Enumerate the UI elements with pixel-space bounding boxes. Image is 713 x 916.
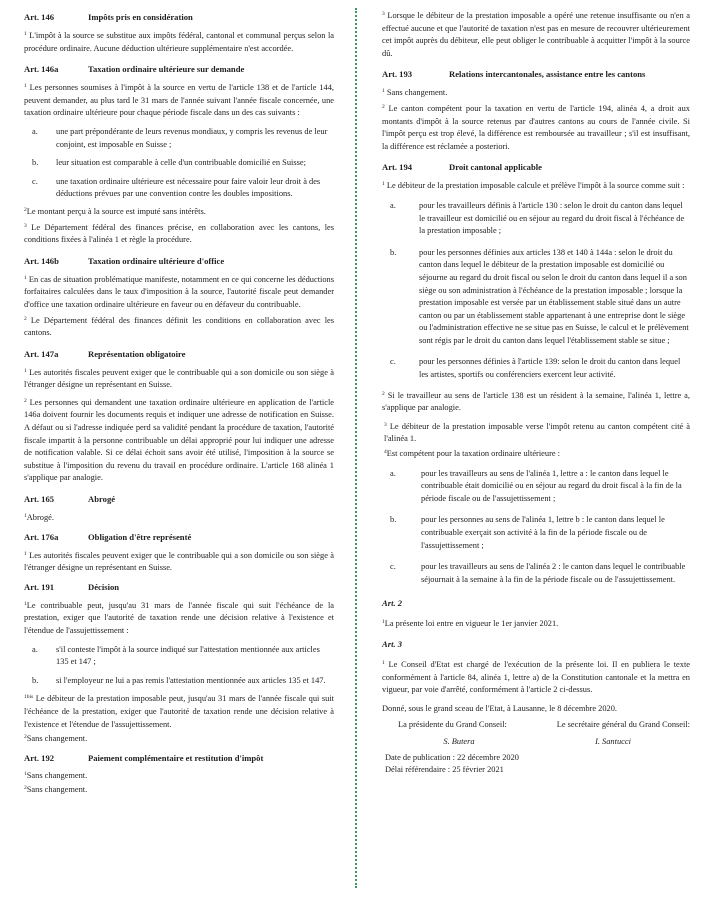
article-title: Paiement complémentaire et restitution d'impôt <box>88 752 264 763</box>
paragraph <box>24 397 334 485</box>
article-number: Art. 192 <box>24 752 55 763</box>
paragraph <box>382 659 690 697</box>
list-item-text: une part prépondérante de leurs revenus mondiaux, y compris les revenus de leur conjoint, est imposable en Suisse ; <box>56 126 328 149</box>
paragraph <box>24 512 334 525</box>
list-item-text: pour les personnes définies aux articles 138 et 140 à 144a : selon le droit du canton dans lequel le débiteur de la prestation imposable est domicilié ou séjourne au regard du droit fiscal ou selon le droit du canton dans lequel il a son siège ou son administration à l'échéance de la prestation imposable ; lorsque la prestation imposable est versée par un établissement stable situé dans un autre canton ou par un établissement stable appartenant à une entreprise dont le siège ou l'administration effective ne se situe pas en Suisse, le calcul et le prélèvement sont régis par le droit du canton dans lequel l'établissement stable se situe ; <box>419 247 689 345</box>
article-heading <box>24 12 334 22</box>
paragraph-number: 2 <box>24 785 27 792</box>
paragraph-text: Le canton compétent pour la taxation en vertu de l'article 194, alinéa 4, a droit aux montants d'impôt à la source retenus par d'autres cantons au cours de l'année civile. Si l'impôt perçu est trop élevé, la différence est remboursée au travailleur ; s'il est insuffisant, la différence est réclamée a posteriori. <box>382 103 690 151</box>
column-divider <box>355 8 357 888</box>
paragraph <box>24 550 334 575</box>
paragraph-number: 1bis <box>24 694 34 701</box>
paragraph-text: Les personnes soumises à l'impôt à la source en vertu de l'article 138 et de l'article 144, peuvent demander, au plus tard le 31 mars de l'année suivant l'année fiscale concernée, une taxation ordinaire ultérieure pour chaque période fiscale dans un des cas suivants : <box>24 83 334 118</box>
article-title: Obligation d'être représenté <box>88 531 192 542</box>
paragraph-text: La présente loi entre en vigueur le 1er janvier 2021. <box>384 619 559 629</box>
list-item-text: une taxation ordinaire ultérieure est nécessaire pour faire valoir leur droit à des déductions prévues par une convention contre les doubles impositions. <box>56 176 321 199</box>
article-title: Relations intercantonales, assistance entre les cantons <box>449 69 646 80</box>
article-heading <box>24 582 334 592</box>
paragraph <box>24 206 334 219</box>
list-item-label: c. <box>32 176 38 186</box>
paragraph-text: Les personnes qui demandent une taxation ordinaire ultérieure en application de l'article 146a doivent fournir les documents requis et indiquer une adresse de notification en Suisse. A défaut ou si l'adresse indiquée perd sa validité pendant la procédure de taxation, l'autorité fiscale impartit à la personne contribuable un délai approprié pour lui indiquer une adresse de notification valable. Si ce délai échoit sans avoir été utilisé, l'imposition à la source se substitue à l'imposition du revenu du travail en procédure ordinaire. L'article 168 alinéa 1 s'applique par analogie. <box>24 397 334 483</box>
paragraph <box>24 274 334 312</box>
list-item <box>382 247 690 348</box>
signature-names <box>382 736 690 749</box>
paragraph <box>382 390 690 415</box>
list-item <box>24 675 334 688</box>
signature-name-president: S. Butera <box>443 736 475 746</box>
list-item-label: a. <box>32 126 38 136</box>
article-heading <box>382 162 690 172</box>
list-item-label: b. <box>390 247 397 257</box>
article-title: Impôts pris en considération <box>88 12 193 22</box>
paragraph <box>382 10 690 60</box>
article-heading <box>24 532 334 542</box>
paragraph <box>382 421 690 446</box>
paragraph-number: 1 <box>24 600 27 607</box>
article-number: Art. 146 <box>24 12 55 22</box>
article-number: Art. 146a <box>24 64 59 75</box>
enumeration-list <box>24 644 334 688</box>
enumeration-list <box>382 468 690 587</box>
paragraph-number: 2 <box>24 734 27 741</box>
paragraph-text: Les autorités fiscales peuvent exiger que le contribuable qui a son domicile ou son siège à l'étranger désigne un représentant en Suisse. <box>24 550 334 573</box>
paragraph <box>382 618 690 631</box>
list-item-text: si l'employeur ne lui a pas remis l'attestation mentionnée aux articles 135 et 147. <box>56 675 326 685</box>
referendum-deadline: Délai référendaire : 25 février 2021 <box>385 764 504 774</box>
list-item-text: pour les personnes définies à l'article 139: selon le droit du canton dans lequel les artistes, sportifs ou conférenciers exercent leur activité. <box>419 357 681 380</box>
list-item-label: b. <box>32 158 39 168</box>
left-column <box>24 0 334 797</box>
paragraph-text: En cas de situation problématique manifeste, notamment en ce qui concerne les déductions forfaitaires calculées dans le taux d'imposition à la source, l'autorité fiscale peut demander d'office une taxation ordinaire ultérieure en faveur ou en défaveur du contribuable. <box>24 274 334 309</box>
enumeration-list <box>24 126 334 201</box>
list-item-label: a. <box>390 200 396 210</box>
paragraph <box>24 770 334 783</box>
paragraph-number: 1 <box>24 513 27 520</box>
list-item <box>24 126 334 151</box>
article-title: Décision <box>88 581 120 592</box>
list-item <box>24 157 334 170</box>
given-statement: Donné, sous le grand sceau de l'Etat, à Lausanne, le 8 décembre 2020. <box>382 703 617 713</box>
paragraph-text: Le Département fédéral des finances définit les conditions en collaboration avec les cantons. <box>24 315 334 338</box>
list-item-text: pour les travailleurs au sens de l'alinéa 2 : le canton dans lequel le contribuable séjournait à la semaine à la fin de la période fiscale ou de l'assujettissement. <box>421 562 686 584</box>
paragraph-number: 2 <box>24 315 27 322</box>
article-title: Taxation ordinaire ultérieure sur demande <box>88 64 245 75</box>
paragraph <box>382 103 690 153</box>
paragraph-number: 2 <box>382 390 385 397</box>
article-number: Art. 193 <box>382 69 413 80</box>
paragraph <box>24 693 334 731</box>
paragraph-text: Le montant perçu à la source est imputé sans intérêts. <box>26 206 206 216</box>
paragraph-text: Sans changement. <box>26 770 88 780</box>
paragraph-number: 1 <box>382 88 385 95</box>
article-number: Art. 146b <box>24 255 59 266</box>
paragraph-text: Lorsque le débiteur de la prestation imposable a opéré une retenue insuffisante ou n'en a effectué aucune et que l'autorité de taxation n'est pas en mesure de recouvrer ultérieurement cet impôt auprès du débiteur, elle peut obliger le contribuable à acquitter l'impôt à la source dû. <box>382 11 691 58</box>
paragraph-number: 1 <box>382 181 385 188</box>
list-item <box>382 468 690 506</box>
right-column <box>382 0 690 776</box>
paragraph-number: 1 <box>382 619 385 626</box>
paragraph-number: 1 <box>24 367 27 374</box>
paragraph-number: 1 <box>24 31 27 37</box>
article-title: Abrogé <box>88 494 116 505</box>
enumeration-list <box>382 200 690 382</box>
paragraph-text: Si le travailleur au sens de l'article 138 est un résident à la semaine, l'alinéa 1, lettre a, s'applique par analogie. <box>382 390 690 413</box>
list-item <box>24 176 334 201</box>
paragraph-number: 4 <box>384 449 387 456</box>
signature-role-president: La présidente du Grand Conseil: <box>398 720 507 730</box>
signature-name-secretary: I. Santucci <box>595 736 631 746</box>
paragraph-number: 2 <box>382 103 385 110</box>
paragraph <box>24 784 334 797</box>
article-heading <box>382 69 690 79</box>
paragraph-text: Le débiteur de la prestation imposable calcule et prélève l'impôt à la source comme suit : <box>386 181 685 191</box>
list-item-label: c. <box>390 562 396 572</box>
article-number: Art. 191 <box>24 581 55 592</box>
article-number: Art. 147a <box>24 348 59 359</box>
signature-role-secretary: Le secrétaire général du Grand Conseil: <box>556 720 690 730</box>
list-item <box>382 514 690 552</box>
list-item <box>382 561 690 586</box>
article-title: Taxation ordinaire ultérieure d'office <box>88 255 225 266</box>
paragraph-text: Sans changement. <box>386 88 448 98</box>
paragraph-number: 1 <box>24 770 27 777</box>
paragraph <box>24 222 334 247</box>
article-heading <box>24 494 334 504</box>
list-item-label: a. <box>390 468 396 478</box>
paragraph-text: Abrogé. <box>26 513 54 523</box>
list-item-text: pour les personnes au sens de l'alinéa 1, lettre b : le canton dans lequel le contribuable exerçait son activité à la fin de la période fiscale ou de l'assujettissement ; <box>421 515 665 550</box>
article-number: Art. 2 <box>382 598 403 609</box>
list-item-text: pour les travailleurs définis à l'article 130 : selon le droit du canton dans lequel le travailleur est domicilié ou en séjour au regard du droit fiscal à l'échéance de la prestation imposable ; <box>419 200 685 236</box>
list-item <box>24 644 334 669</box>
paragraph-number: 3 <box>382 11 385 17</box>
paragraph-text: Le Conseil d'Etat est chargé de l'exécution de la présente loi. Il en publiera le texte conformément à l'article 84, alinéa 1, lettre a) de la Constitution cantonale et la mettra en vigueur, par voie d'arrêté, conformément à l'article 2 ci-dessus. <box>382 659 691 695</box>
paragraph-text: L'impôt à la source se substitue aux impôts fédéral, cantonal et communal perçus selon la procédure ordinaire. Aucune déduction ultérieure supplémentaire n'est accordée. <box>24 31 335 53</box>
article-number: Art. 165 <box>24 494 55 505</box>
list-item-label: c. <box>390 357 396 367</box>
paragraph <box>24 30 334 55</box>
paragraph <box>24 733 334 746</box>
publication-date: Date de publication : 22 décembre 2020 <box>385 752 519 762</box>
paragraph-text: Le Département fédéral des finances précise, en collaboration avec les cantons, les conditions fixées à l'alinéa 1 et règle la procédure. <box>24 222 334 245</box>
article-heading <box>24 64 334 74</box>
list-item <box>382 200 690 238</box>
paragraph <box>382 180 690 193</box>
paragraph-text: Les autorités fiscales peuvent exiger que le contribuable qui a son domicile ou son siège à l'étranger désigne un représentant en Suisse. <box>24 367 334 390</box>
paragraph <box>382 448 690 461</box>
paragraph-text: Le débiteur de la prestation imposable peut, jusqu'au 31 mars de l'année fiscale qui suit l'échéance de la prestation, exiger que l'autorité de taxation rende une décision relative à l'existence et l'étendue de l'assujettissement. <box>24 694 335 729</box>
list-item-label: a. <box>32 644 38 654</box>
article-number: Art. 3 <box>382 638 403 649</box>
article-number: Art. 176a <box>24 531 59 542</box>
article-heading <box>382 598 690 608</box>
article-heading <box>24 753 334 763</box>
article-heading <box>382 639 690 649</box>
paragraph-number: 1 <box>24 274 27 281</box>
paragraph <box>24 315 334 340</box>
paragraph-text: Sans changement. <box>26 734 88 744</box>
paragraph-number: 1 <box>382 659 385 666</box>
article-title: Représentation obligatoire <box>88 348 186 359</box>
article-heading <box>24 256 334 266</box>
paragraph-text: Le débiteur de la prestation imposable verse l'impôt retenu au canton compétent cité à l'alinéa 1. <box>384 421 691 444</box>
list-item-label: b. <box>390 515 397 525</box>
paragraph-number: 1 <box>24 83 27 90</box>
paragraph-number: 3 <box>24 222 27 229</box>
paragraph-text: Le contribuable peut, jusqu'au 31 mars de l'année fiscale qui suit l'échéance de la prestation, exiger que l'autorité de taxation rende une décision relative à l'existence et l'étendue de l'assujettissement : <box>24 600 334 635</box>
paragraph <box>24 367 334 392</box>
paragraph-number: 2 <box>24 206 27 213</box>
paragraph-text: Sans changement. <box>26 785 88 795</box>
list-item-text: leur situation est comparable à celle d'un contribuable domicilié en Suisse; <box>56 158 306 168</box>
list-item-text: s'il conteste l'impôt à la source indiqué sur l'attestation mentionnée aux articles 135 et 147 ; <box>56 644 320 667</box>
paragraph-number: 2 <box>24 397 27 404</box>
paragraph <box>24 600 334 638</box>
article-title: Droit cantonal applicable <box>449 162 542 173</box>
list-item <box>382 356 690 381</box>
list-item-text: pour les travailleurs au sens de l'alinéa 1, lettre a : le canton dans lequel le contribuable était domicilié ou en séjour au regard du droit fiscal à la fin de la période fiscale ou de l'assujettissement ; <box>421 468 682 503</box>
paragraph <box>24 82 334 120</box>
paragraph-number: 1 <box>24 550 27 557</box>
article-number: Art. 194 <box>382 162 413 173</box>
paragraph <box>382 87 690 100</box>
signature-roles <box>382 719 690 732</box>
paragraph-text: Est compétent pour la taxation ordinaire ultérieure : <box>386 449 561 459</box>
article-heading <box>24 349 334 359</box>
paragraph-number: 3 <box>384 421 387 428</box>
list-item-label: b. <box>32 675 39 685</box>
